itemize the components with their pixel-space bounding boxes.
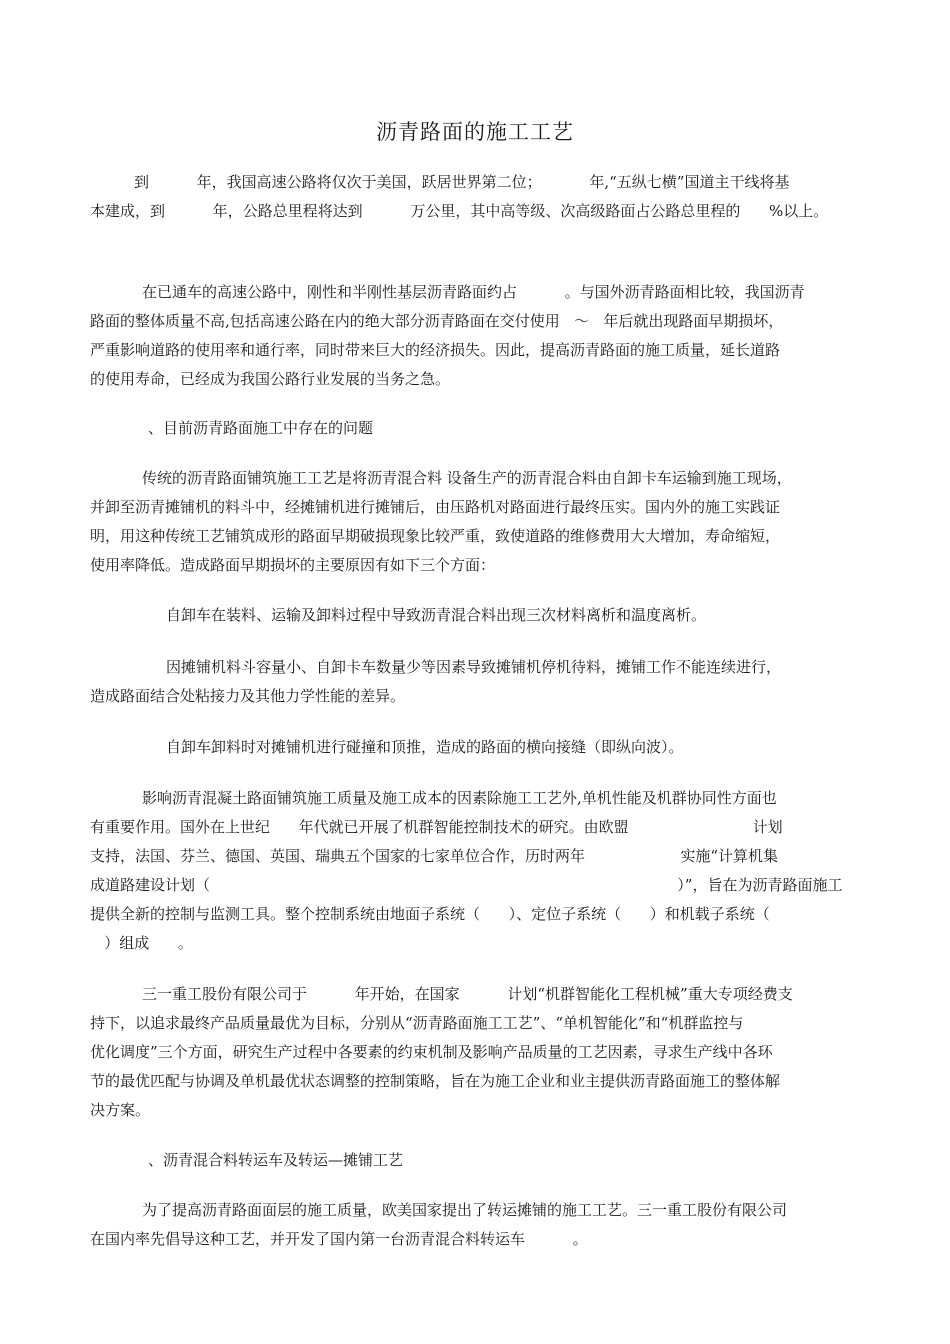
paragraph-line: 传统的沥青路面铺筑施工工艺是将沥青混合料 设备生产的沥青混合料由自卸卡车运输到施工现场，: [142, 469, 792, 487]
paragraph-line: 持下，以追求最终产品质量最优为目标，分别从“沥青路面施工工艺”、“单机智能化”和“机群监控与: [90, 1014, 744, 1032]
paragraph-line: 决方案。: [90, 1101, 151, 1119]
section-heading: 、沥青混合料转运车及转运—摊铺工艺: [148, 1151, 404, 1169]
paragraph-line: 并卸至沥青摊铺机的料斗中，经摊铺机进行摊铺后，由压路机对路面进行最终压实。国内外的施工实践证: [90, 498, 781, 516]
document-title: 沥青路面的施工工艺: [376, 120, 574, 144]
paragraph-line: 在已通车的高速公路中，刚性和半刚性基层沥青路面约占 。与国外沥青路面相比较，我国沥青: [142, 283, 805, 301]
paragraph-line: 明，用这种传统工艺铺筑成形的路面早期破损现象比较严重，致使道路的维修费用大大增加，寿命缩短，: [90, 527, 781, 545]
paragraph-line: 在国内率先倡导这种工艺，并开发了国内第一台沥青混合料转运车 。: [90, 1230, 588, 1248]
paragraph-line: 使用率降低。造成路面早期损坏的主要原因有如下三个方面：: [90, 556, 496, 574]
paragraph-line: 支持，法国、芬兰、德国、英国、瑞典五个国家的七家单位合作，历时两年 实施“计算机集: [90, 847, 779, 865]
paragraph-line: 本建成，到 年，公路总里程将达到 万公里，其中高等级、次高级路面占公路总里程的 %以上。: [90, 202, 829, 220]
paragraph-line: 严重影响道路的使用率和通行率，同时带来巨大的经济损失。因此，提高沥青路面的施工质量，延长道路: [90, 341, 781, 359]
paragraph-line: 优化调度”三个方面，研究生产过程中各要素的约束机制及影响产品质量的工艺因素，寻求生产线中各环: [90, 1043, 773, 1061]
paragraph-line: 到 年，我国高速公路将仅次于美国，跃居世界第二位； 年,“五纵七横”国道主干线将基: [134, 173, 790, 191]
paragraph-line: 自卸车在装料、运输及卸料过程中导致沥青混合料出现三次材料离析和温度离析。: [166, 606, 707, 624]
paragraph-line: 为了提高沥青路面面层的施工质量，欧美国家提出了转运摊铺的施工工艺。三一重工股份有限公司: [142, 1201, 788, 1219]
paragraph-line: 影响沥青混凝土路面铺筑施工质量及施工成本的因素除施工工艺外,单机性能及机群协同性方面也: [142, 789, 777, 807]
paragraph-line: 节的最优匹配与协调及单机最优状态调整的控制策略，旨在为施工企业和业主提供沥青路面施工的整体解: [90, 1072, 781, 1090]
section-heading: 、目前沥青路面施工中存在的问题: [148, 419, 374, 437]
paragraph-line: 造成路面结合处粘接力及其他力学性能的差异。: [90, 687, 406, 705]
paragraph-line: 三一重工股份有限公司于 年开始，在国家 计划“机群智能化工程机械”重大专项经费支: [142, 985, 793, 1003]
paragraph-line: 提供全新的控制与监测工具。整个控制系统由地面子系统（ ）、定位子系统（ ）和机载子系统（: [90, 905, 770, 923]
paragraph-line: 的使用寿命，已经成为我国公路行业发展的当务之急。: [90, 370, 451, 388]
paragraph-line: ）组成 。: [90, 934, 193, 952]
paragraph-line: 因摊铺机料斗容量小、自卸卡车数量少等因素导致摊铺机停机待料，摊铺工作不能连续进行，: [166, 658, 782, 676]
paragraph-line: 有重要作用。国外在上世纪 年代就已开展了机群智能控制技术的研究。由欧盟 计划: [90, 818, 783, 836]
paragraph-line: 路面的整体质量不高,包括高速公路在内的绝大部分沥青路面在交付使用 ～ 年后就出现路面早期损坏，: [90, 312, 784, 330]
paragraph-line: 自卸车卸料时对摊铺机进行碰撞和顶推，造成的路面的横向接缝（即纵向波）。: [166, 738, 684, 756]
paragraph-line: 成道路建设计划（ ）”，旨在为沥青路面施工: [90, 876, 843, 894]
